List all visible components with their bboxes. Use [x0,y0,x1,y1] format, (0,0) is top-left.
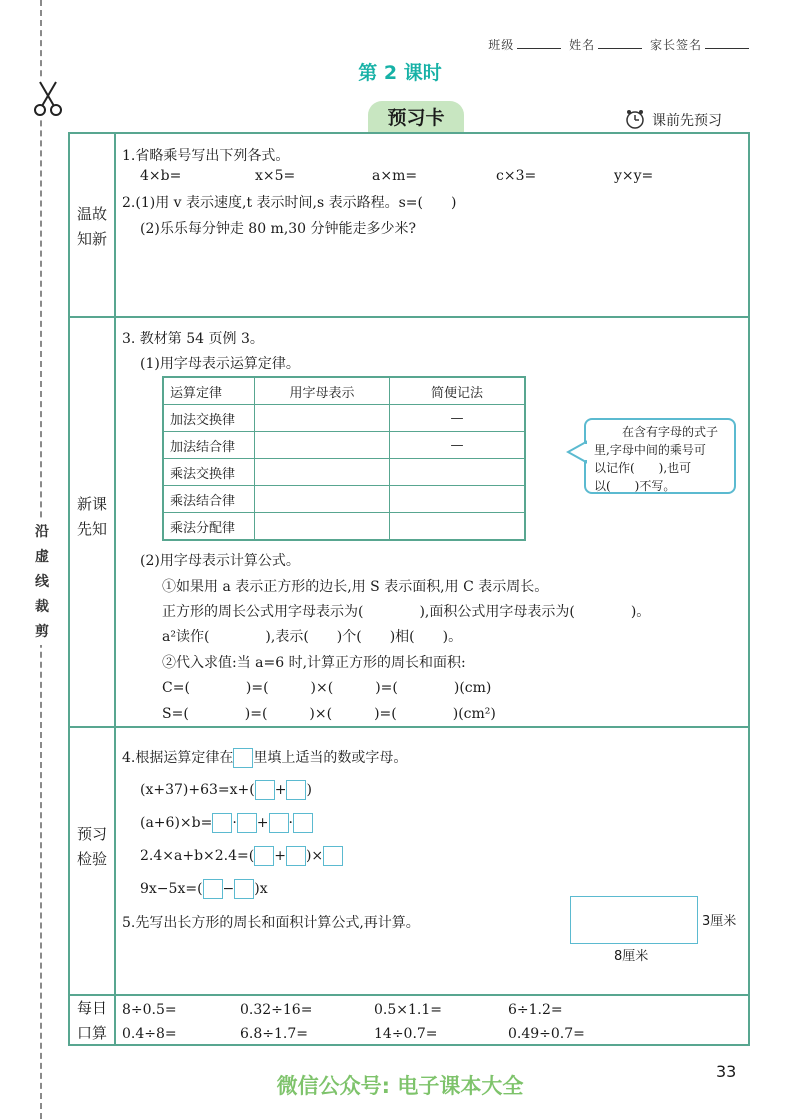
answer-box[interactable] [234,879,254,899]
divider [68,726,750,728]
q1-item[interactable]: x×5= [255,168,296,184]
clock-icon [624,108,646,134]
answer-cell[interactable] [255,459,390,486]
q3-sub2: (2)用字母表示计算公式。 [140,553,300,569]
law-name: 乘法结合律 [163,486,255,513]
section-label-new-lesson: 新课 先知 [76,495,107,538]
daily-item[interactable]: 8÷0.5= [122,1002,177,1018]
table-row [163,432,525,459]
section-label-daily: 每日 口算 [76,999,107,1042]
answer-box[interactable] [254,846,274,866]
column-divider [114,134,116,1044]
q3-sub1: (1)用字母表示运算定律。 [140,356,300,372]
law-name: 乘法分配律 [163,513,255,541]
law-name: 加法交换律 [163,405,255,432]
table-row [163,405,525,432]
q2-line1: 2.(1)用 v 表示速度,t 表示时间,s 表示路程。s=( ) [122,195,457,211]
law-table [162,376,526,541]
q4-expr1: (x+37)+63=x+( + ) [140,782,312,798]
daily-item[interactable]: 0.5×1.1= [374,1002,442,1018]
daily-item[interactable]: 0.49÷0.7= [508,1026,585,1042]
section-label-check: 预习 检验 [76,825,107,868]
q1-item[interactable]: y×y= [614,168,654,184]
length-label: 8厘米 [614,949,649,964]
q3-line1: ①如果用 a 表示正方形的边长,用 S 表示面积,用 C 表示周长。 [162,579,549,595]
q3-line4: ②代入求值:当 a=6 时,计算正方形的周长和面积: [162,655,466,671]
daily-item[interactable]: 6.8÷1.7= [240,1026,308,1042]
page-number: 33 [716,1062,737,1081]
footer-watermark: 微信公众号: 电子课本大全 [276,1074,524,1098]
answer-box[interactable] [293,813,313,833]
table-header: 用字母表示 [255,377,390,405]
answer-box[interactable] [203,879,223,899]
table-header: 简便记法 [390,377,526,405]
q3-line2: 正方形的周长公式用字母表示为( ),面积公式用字母表示为( )。 [162,604,651,620]
divider [68,316,750,318]
q4-expr4: 9x−5x=( − )x [140,881,268,897]
q1-title: 1.省略乘号写出下列各式。 [122,148,290,164]
daily-item[interactable]: 14÷0.7= [374,1026,438,1042]
parent-signature-blank[interactable] [705,48,749,49]
answer-cell[interactable] [255,405,390,432]
class-blank[interactable] [517,48,561,49]
section-label-review: 温故 知新 [76,205,107,248]
answer-box[interactable] [286,846,306,866]
q3-line5: C=( )=( )×( )=( )(cm) [162,680,492,696]
answer-cell[interactable] [255,432,390,459]
width-label: 3厘米 [702,914,737,929]
divider [68,994,750,996]
preview-badge: 课前先预习 [624,108,722,134]
q3-title: 3. 教材第 54 页例 3。 [122,331,264,347]
daily-item[interactable]: 0.32÷16= [240,1002,313,1018]
q3-line6: S=( )=( )×( )=( )(cm²) [162,706,496,722]
answer-cell[interactable] [390,459,526,486]
answer-cell[interactable] [390,486,526,513]
answer-cell[interactable] [390,513,526,541]
q1-item[interactable]: a×m= [372,168,418,184]
answer-box[interactable] [237,813,257,833]
answer-box-sample [233,748,253,768]
shorthand-cell: — [390,432,526,459]
law-name: 乘法交换律 [163,459,255,486]
answer-box[interactable] [212,813,232,833]
daily-item[interactable]: 0.4÷8= [122,1026,177,1042]
rectangle-figure [570,896,698,944]
answer-cell[interactable] [255,486,390,513]
table-header-row [163,377,525,405]
q1-item[interactable]: c×3= [496,168,537,184]
lesson-title: 第 2 课时 [358,62,442,84]
answer-box[interactable] [323,846,343,866]
answer-box[interactable] [255,780,275,800]
q4-title: 4.根据运算定律在 里填上适当的数或字母。 [122,750,408,766]
table-row [163,459,525,486]
table-header: 运算定律 [163,377,255,405]
q2-line2: (2)乐乐每分钟走 80 m,30 分钟能走多少米? [140,221,417,237]
law-name: 加法结合律 [163,432,255,459]
shorthand-cell: — [390,405,526,432]
q1-item[interactable]: 4×b= [140,168,182,184]
daily-item[interactable]: 6÷1.2= [508,1002,563,1018]
answer-box[interactable] [269,813,289,833]
name-blank[interactable] [598,48,642,49]
tip-bubble: 在含有字母的式子 里,字母中间的乘号可 以记作( ),也可 以( )不写。 [584,418,736,494]
table-row [163,486,525,513]
card-title: 预习卡 [368,101,464,133]
q4-expr3: 2.4×a+b×2.4=( + )× [140,846,343,866]
student-info: 班级 姓名 家长签名 [488,36,752,53]
q5-text: 5.先写出长方形的周长和面积计算公式,再计算。 [122,915,420,931]
q3-line3: a²读作( ),表示( )个( )相( )。 [162,629,463,645]
table-row [163,513,525,541]
bubble-pointer [566,440,588,464]
q4-expr2: (a+6)×b= · + · [140,813,313,833]
cut-instruction: 沿 虚 线 裁 剪 [34,520,50,645]
answer-box[interactable] [286,780,306,800]
answer-cell[interactable] [255,513,390,541]
